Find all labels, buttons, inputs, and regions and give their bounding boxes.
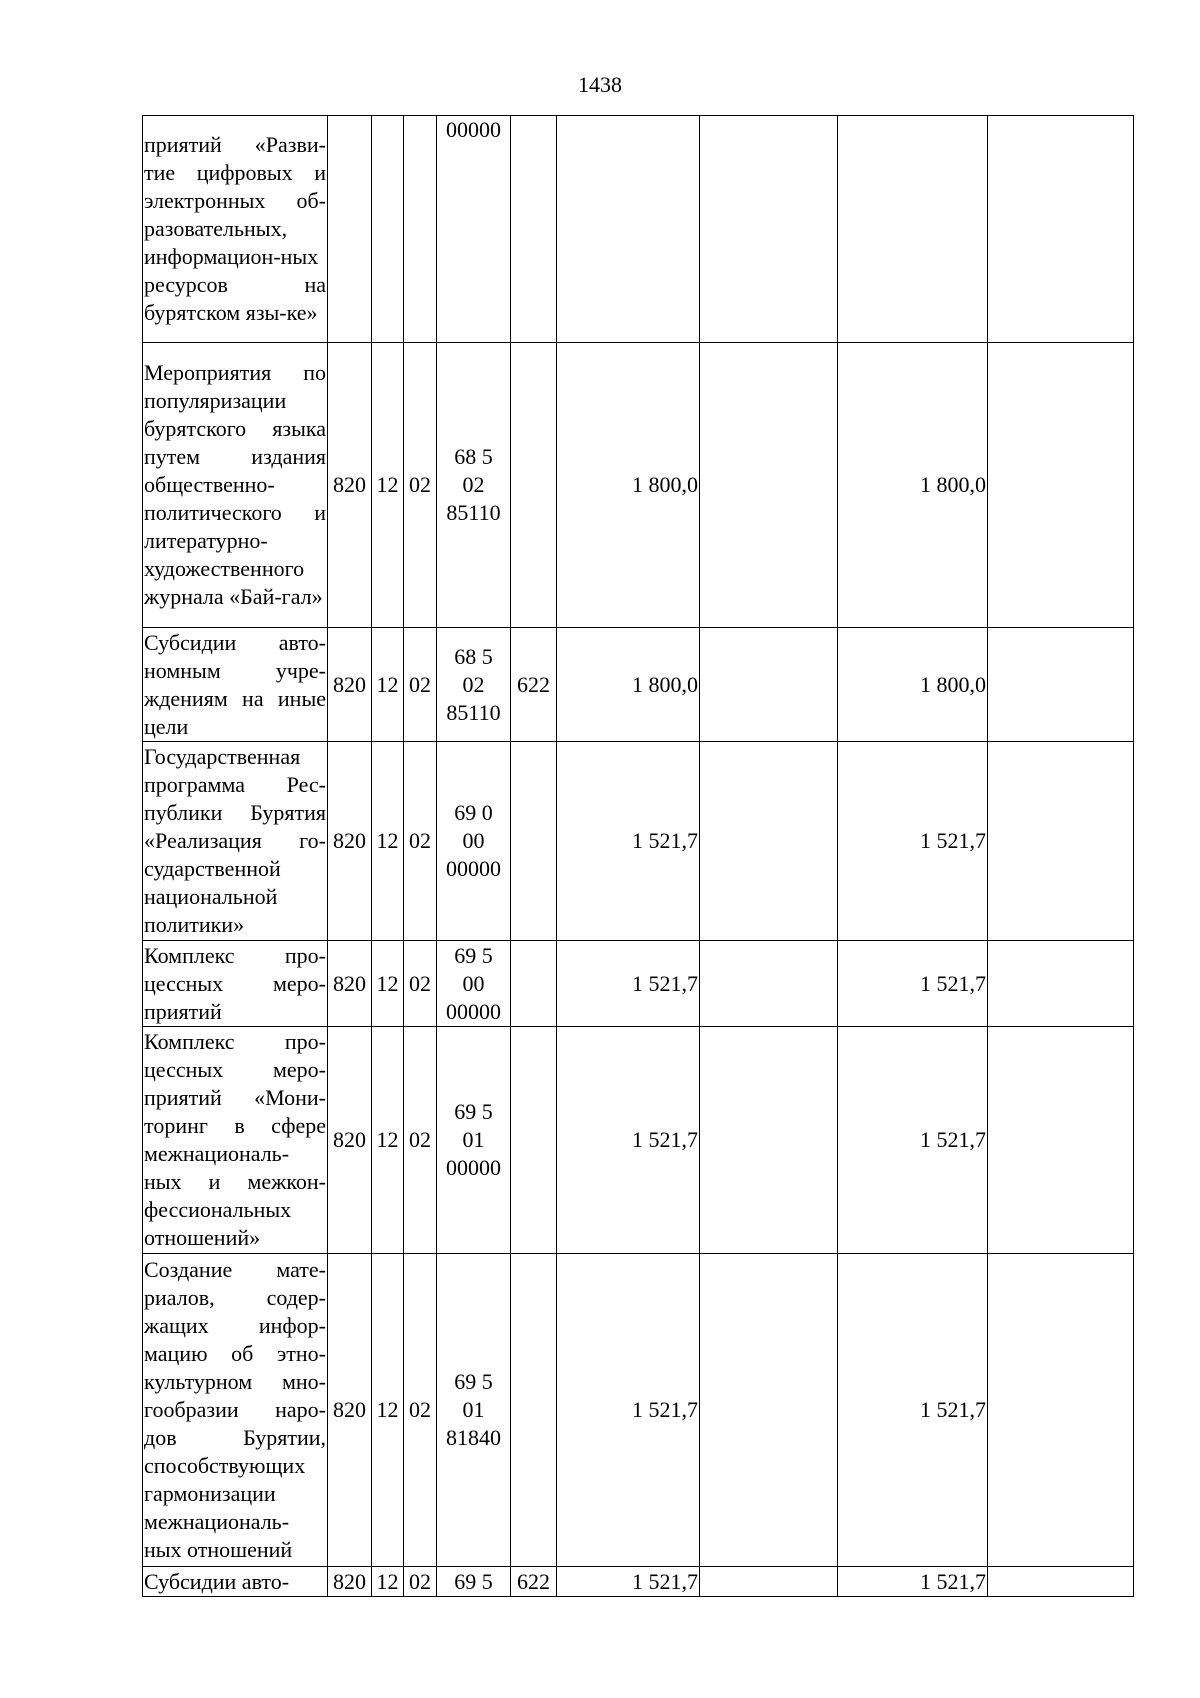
row-sum-4	[988, 116, 1134, 343]
row-sum-3: 1 521,7	[838, 1027, 988, 1254]
row-name: Мероприятия по популяризации бурятского языка путем издания общественно-политического и литературно-художественного журнала «Бай-гал»	[143, 343, 328, 628]
row-rz	[372, 116, 404, 343]
row-sum-3	[838, 116, 988, 343]
row-name: Комплекс про-цессных меро-приятий «Мони-торинг в сфере межнациональ-ных и межкон-фессиональных отношений»	[143, 1027, 328, 1254]
row-sum-3: 1 521,7	[838, 1567, 988, 1597]
csr-part: 69 5	[454, 1099, 493, 1124]
row-sum-3: 1 800,0	[838, 343, 988, 628]
row-name: Субсидии авто-номным учре-ждениям на иные цели	[143, 628, 328, 742]
row-sum-1: 1 800,0	[557, 343, 700, 628]
csr-part: 02	[462, 472, 485, 497]
row-name: приятий «Разви-тие цифровых и электронных об-разовательных, информацион-ных ресурсов на бурятском язы-ке»	[143, 116, 328, 343]
csr-part: 00000	[446, 998, 501, 1024]
row-pr: 02	[404, 941, 437, 1027]
row-pr: 02	[404, 1567, 437, 1597]
row-csr	[437, 116, 511, 343]
csr-part: 68 5	[454, 444, 493, 469]
csr-part: 69 0	[454, 800, 493, 825]
row-ved	[328, 116, 372, 343]
row-sum-1: 1 521,7	[557, 941, 700, 1027]
row-sum-2	[700, 1027, 838, 1254]
row-sum-2	[700, 343, 838, 628]
table-row	[143, 1254, 1134, 1567]
csr-part: 01	[462, 1127, 485, 1152]
row-rz: 12	[372, 941, 404, 1027]
row-sum-1: 1 521,7	[557, 1254, 700, 1567]
row-ved: 820	[328, 343, 372, 628]
row-sum-1: 1 521,7	[557, 742, 700, 941]
row-sum-4	[988, 343, 1134, 628]
row-pr: 02	[404, 1027, 437, 1254]
row-sum-4	[988, 1567, 1134, 1597]
row-csr	[437, 343, 511, 628]
page-number: 1438	[578, 72, 622, 97]
csr-part: 81840	[446, 1425, 501, 1450]
row-pr: 02	[404, 628, 437, 742]
row-name: Создание мате-риалов, содер-жащих инфор-мацию об этно-культурном мно-гообразии наро-дов Бурятии, способствующих гармонизации межнациональ-ных отношений	[143, 1254, 328, 1567]
row-sum-1: 1 800,0	[557, 628, 700, 742]
row-csr	[437, 742, 511, 941]
row-csr	[437, 941, 511, 1027]
csr-part: 68 5	[454, 643, 493, 669]
table-row	[143, 628, 1134, 742]
row-csr	[437, 1027, 511, 1254]
row-sum-2	[700, 941, 838, 1027]
row-csr	[437, 1254, 511, 1567]
budget-table	[142, 115, 1134, 1597]
row-rz: 12	[372, 1027, 404, 1254]
row-pr: 02	[404, 1254, 437, 1567]
row-rz: 12	[372, 742, 404, 941]
row-vr	[511, 742, 557, 941]
row-ved: 820	[328, 941, 372, 1027]
row-sum-2	[700, 742, 838, 941]
row-sum-4	[988, 941, 1134, 1027]
table-row	[143, 116, 1134, 343]
row-name: Государственная программа Рес-публики Бурятия «Реализация го-сударственной национальной политики»	[143, 742, 328, 941]
row-csr	[437, 1567, 511, 1597]
row-rz: 12	[372, 1254, 404, 1567]
csr-part: 85110	[446, 500, 501, 525]
row-sum-2	[700, 1567, 838, 1597]
csr-part: 01	[462, 1397, 485, 1422]
csr-part: 00000	[446, 117, 501, 142]
row-pr: 02	[404, 742, 437, 941]
row-vr	[511, 941, 557, 1027]
row-sum-3: 1 521,7	[838, 941, 988, 1027]
row-sum-2	[700, 628, 838, 742]
row-vr: 622	[511, 628, 557, 742]
row-sum-2	[700, 116, 838, 343]
row-sum-4	[988, 742, 1134, 941]
row-ved: 820	[328, 742, 372, 941]
row-vr	[511, 1027, 557, 1254]
table-row	[143, 742, 1134, 941]
csr-part: 00000	[446, 1155, 501, 1180]
row-rz: 12	[372, 628, 404, 742]
table-row	[143, 941, 1134, 1027]
table-row	[143, 343, 1134, 628]
row-sum-1: 1 521,7	[557, 1567, 700, 1597]
csr-part: 69 5	[454, 1369, 493, 1394]
row-pr	[404, 116, 437, 343]
row-name: Субсидии авто-	[143, 1567, 328, 1597]
row-sum-2	[700, 1254, 838, 1567]
row-rz: 12	[372, 343, 404, 628]
row-rz: 12	[372, 1567, 404, 1597]
row-vr: 622	[511, 1567, 557, 1597]
row-sum-1: 1 521,7	[557, 1027, 700, 1254]
row-sum-3: 1 800,0	[838, 628, 988, 742]
row-ved: 820	[328, 1567, 372, 1597]
row-sum-3: 1 521,7	[838, 1254, 988, 1567]
row-sum-3: 1 521,7	[838, 742, 988, 941]
row-sum-4	[988, 628, 1134, 742]
row-pr: 02	[404, 343, 437, 628]
row-vr	[511, 116, 557, 343]
row-sum-4	[988, 1027, 1134, 1254]
csr-part: 02	[462, 671, 485, 697]
table-row	[143, 1567, 1134, 1597]
row-sum-4	[988, 1254, 1134, 1567]
table-row	[143, 1027, 1134, 1254]
csr-part: 00	[462, 828, 485, 853]
row-sum-1	[557, 116, 700, 343]
csr-part: 69 5	[454, 1568, 493, 1594]
csr-part: 00000	[446, 856, 501, 881]
row-name: Комплекс про-цессных меро-приятий	[143, 941, 328, 1027]
row-vr	[511, 343, 557, 628]
csr-part: 00	[462, 970, 485, 996]
row-ved: 820	[328, 1254, 372, 1567]
csr-part: 69 5	[454, 942, 493, 968]
row-csr	[437, 628, 511, 742]
csr-part: 85110	[446, 699, 501, 725]
row-ved: 820	[328, 1027, 372, 1254]
row-vr	[511, 1254, 557, 1567]
row-ved: 820	[328, 628, 372, 742]
